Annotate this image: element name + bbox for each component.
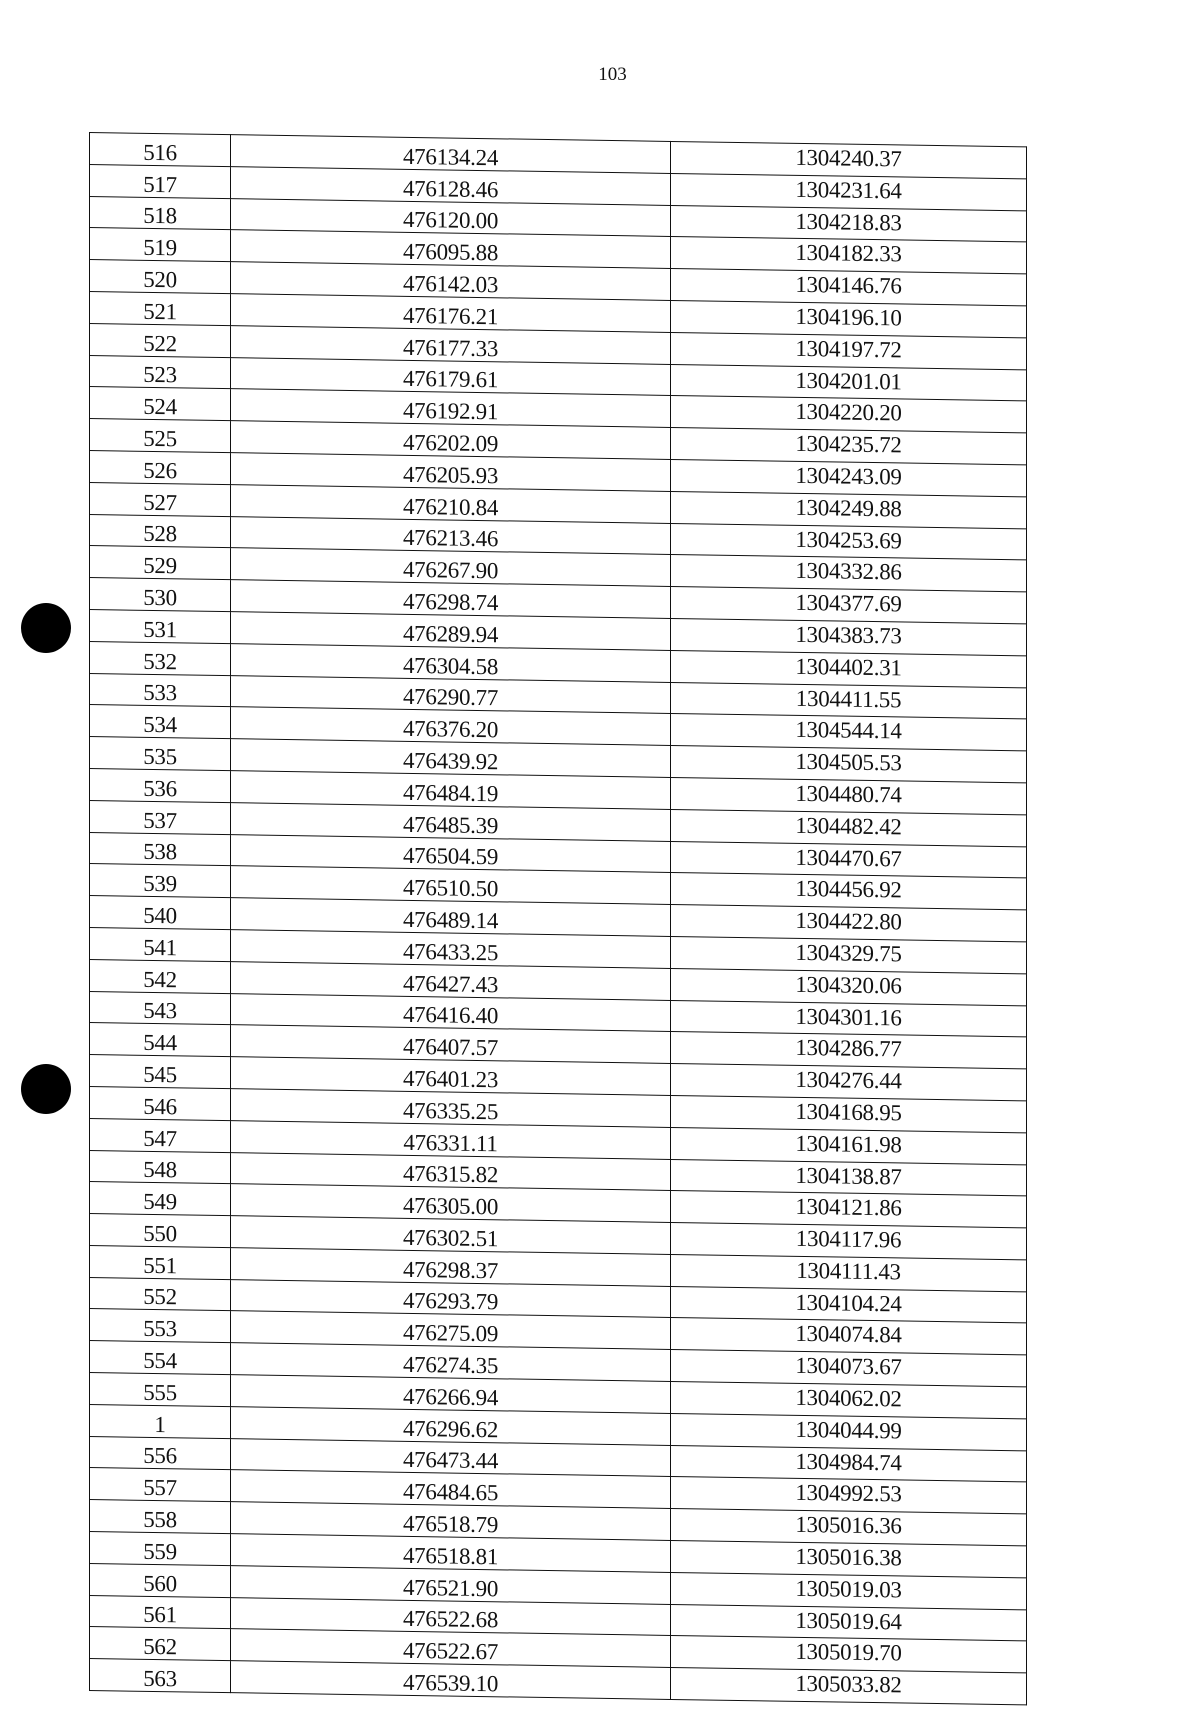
- cell-value: 1304422.80: [795, 907, 902, 935]
- cell-value: 545: [143, 1061, 177, 1088]
- cell-value: 476407.57: [402, 1033, 499, 1061]
- point-number-cell: [90, 196, 231, 230]
- cell-value: 476315.82: [402, 1161, 499, 1188]
- cell-value: 476176.21: [402, 302, 499, 330]
- point-number-cell: [90, 1468, 231, 1502]
- cell-value: 476539.10: [402, 1669, 499, 1697]
- cell-value: 524: [143, 394, 177, 420]
- cell-value: 563: [143, 1665, 177, 1692]
- cell-value: 532: [143, 648, 177, 674]
- cell-value: 518: [143, 203, 177, 229]
- point-number-cell: [90, 832, 231, 866]
- cell-value: 1304240.37: [795, 144, 902, 172]
- cell-value: 476205.93: [402, 461, 499, 489]
- cell-value: 558: [143, 1506, 177, 1533]
- cell-value: 1304276.44: [795, 1066, 902, 1094]
- point-number-cell: [90, 228, 231, 262]
- point-number-cell: [90, 482, 231, 516]
- cell-value: 1305016.36: [795, 1512, 902, 1539]
- point-number-cell: [90, 737, 231, 771]
- cell-value: 528: [143, 521, 177, 547]
- cell-value: 559: [143, 1538, 177, 1565]
- point-number-cell: [90, 927, 231, 961]
- point-number-cell: [90, 705, 231, 739]
- cell-value: 476202.09: [402, 429, 499, 457]
- cell-value: 476521.90: [402, 1574, 499, 1601]
- cell-value: 562: [143, 1634, 177, 1660]
- cell-value: 522: [143, 330, 177, 356]
- cell-value: 1304201.01: [795, 367, 902, 395]
- cell-value: 556: [143, 1443, 177, 1469]
- point-number-cell: [90, 1627, 231, 1661]
- cell-value: 537: [143, 807, 177, 833]
- cell-value: 547: [143, 1125, 177, 1151]
- cell-value: 476134.24: [402, 143, 499, 171]
- cell-value: 476289.94: [402, 620, 499, 648]
- cell-value: 476298.74: [402, 588, 499, 616]
- point-number-cell: [90, 323, 231, 357]
- cell-value: 476274.35: [402, 1351, 499, 1379]
- cell-value: 555: [143, 1379, 177, 1406]
- cell-value: 1305019.70: [795, 1639, 902, 1666]
- point-number-cell: [90, 164, 231, 198]
- point-number-cell: [90, 1150, 231, 1184]
- point-number-cell: [90, 419, 231, 453]
- cell-value: 1304111.43: [796, 1257, 901, 1285]
- cell-value: 1304197.72: [795, 335, 902, 363]
- cell-value: 1304138.87: [795, 1162, 902, 1189]
- cell-value: 1304383.73: [795, 621, 902, 649]
- cell-value: 1305019.64: [795, 1607, 902, 1635]
- cell-value: 1304073.67: [795, 1353, 902, 1380]
- cell-value: 1304074.84: [795, 1321, 902, 1348]
- cell-value: 476433.25: [402, 938, 499, 966]
- cell-value: 533: [143, 680, 177, 706]
- cell-value: 1304286.77: [795, 1035, 902, 1062]
- cell-value: 1305016.38: [795, 1543, 902, 1571]
- point-number-cell: [90, 609, 231, 643]
- cell-value: 521: [143, 298, 177, 325]
- point-number-cell: [90, 1404, 231, 1438]
- cell-value: 1304301.16: [795, 1003, 902, 1030]
- cell-value: 1: [154, 1411, 166, 1437]
- cell-value: 1304470.67: [795, 844, 902, 872]
- cell-value: 1304243.09: [795, 462, 902, 490]
- cell-value: 476401.23: [402, 1065, 499, 1093]
- point-number-cell: [90, 864, 231, 898]
- punch-hole-decoration: [21, 603, 71, 653]
- cell-value: 476335.25: [402, 1097, 499, 1124]
- cell-value: 476331.11: [403, 1129, 498, 1156]
- cell-value: 1304218.83: [795, 208, 902, 236]
- cell-value: 476522.68: [402, 1606, 499, 1633]
- cell-value: 541: [143, 934, 177, 961]
- cell-value: 546: [143, 1093, 177, 1120]
- cell-value: 476210.84: [402, 493, 499, 520]
- cell-value: 476298.37: [402, 1256, 499, 1283]
- cell-value: 530: [143, 584, 177, 611]
- cell-value: 516: [143, 139, 177, 166]
- cell-value: 1304117.96: [795, 1225, 902, 1253]
- cell-value: 1304161.98: [795, 1130, 902, 1158]
- cell-value: 476296.62: [402, 1415, 499, 1442]
- cell-value: 476439.92: [402, 747, 499, 775]
- point-number-cell: [90, 1245, 231, 1279]
- cell-value: 1304231.64: [795, 176, 902, 204]
- cell-value: 476266.94: [402, 1383, 499, 1411]
- cell-value: 517: [143, 171, 177, 197]
- cell-value: 476489.14: [402, 906, 499, 934]
- cell-value: 1304121.86: [795, 1194, 902, 1221]
- point-number-cell: [90, 1023, 231, 1057]
- cell-value: 1304456.92: [795, 876, 902, 903]
- point-number-cell: [90, 673, 231, 707]
- cell-value: 476305.00: [402, 1192, 499, 1220]
- page-number: 103: [598, 64, 627, 85]
- point-number-cell: [90, 450, 231, 484]
- cell-value: 554: [143, 1347, 177, 1374]
- cell-value: 560: [143, 1570, 177, 1597]
- cell-value: 476376.20: [402, 715, 499, 743]
- point-number-cell: [90, 1277, 231, 1311]
- cell-value: 476518.79: [402, 1510, 499, 1538]
- cell-value: 476095.88: [402, 239, 499, 266]
- cell-value: 1304505.53: [795, 748, 902, 776]
- y-coordinate-cell: [671, 1668, 1027, 1705]
- cell-value: 476416.40: [402, 1002, 499, 1029]
- point-number-cell: [90, 959, 231, 993]
- point-number-cell: [90, 1118, 231, 1152]
- cell-value: 476518.81: [402, 1542, 499, 1570]
- cell-value: 561: [143, 1602, 177, 1628]
- cell-value: 1304992.53: [795, 1480, 902, 1507]
- cell-value: 476275.09: [402, 1320, 499, 1347]
- punch-hole-decoration: [21, 1064, 71, 1114]
- cell-value: 1304480.74: [795, 780, 902, 808]
- point-number-cell: [90, 291, 231, 325]
- cell-value: 476510.50: [402, 874, 499, 902]
- cell-value: 1304168.95: [795, 1098, 902, 1126]
- point-number-cell: [90, 991, 231, 1025]
- point-number-cell: [90, 800, 231, 834]
- point-number-cell: [90, 578, 231, 612]
- cell-value: 527: [143, 489, 177, 515]
- cell-value: 1304146.76: [795, 272, 902, 299]
- coordinates-table-body: [90, 133, 1027, 1705]
- cell-value: 552: [143, 1284, 177, 1310]
- cell-value: 1304329.75: [795, 939, 902, 967]
- point-number-cell: [90, 1659, 231, 1693]
- cell-value: 476128.46: [402, 175, 499, 202]
- cell-value: 1304377.69: [795, 590, 902, 617]
- cell-value: 548: [143, 1157, 177, 1183]
- point-number-cell: [90, 1500, 231, 1534]
- cell-value: 534: [143, 711, 177, 738]
- point-number-cell: [90, 1182, 231, 1216]
- cell-value: 550: [143, 1220, 177, 1247]
- point-number-cell: [90, 387, 231, 421]
- cell-value: 529: [143, 552, 177, 579]
- cell-value: 476267.90: [402, 556, 499, 584]
- point-number-cell: [90, 1563, 231, 1597]
- cell-value: 476293.79: [402, 1288, 499, 1315]
- point-number-cell: [90, 1532, 231, 1566]
- cell-value: 476120.00: [402, 207, 499, 234]
- cell-value: 553: [143, 1316, 177, 1342]
- point-number-cell: [90, 1341, 231, 1375]
- cell-value: 1304402.31: [795, 653, 902, 681]
- cell-value: 1304320.06: [795, 971, 902, 999]
- cell-value: 542: [143, 966, 177, 992]
- cell-value: 1304544.14: [795, 717, 902, 744]
- cell-value: 476484.65: [402, 1479, 499, 1506]
- coordinates-table: [89, 132, 1027, 1705]
- cell-value: 1304253.69: [795, 526, 902, 554]
- cell-value: 519: [143, 235, 177, 261]
- cell-value: 476522.67: [402, 1638, 499, 1665]
- cell-value: 476484.19: [402, 779, 499, 807]
- cell-value: 536: [143, 775, 177, 802]
- cell-value: 538: [143, 839, 177, 865]
- cell-value: 476192.91: [402, 397, 499, 425]
- cell-value: 526: [143, 457, 177, 484]
- cell-value: 540: [143, 902, 177, 929]
- cell-value: 1304249.88: [795, 494, 902, 522]
- cell-value: 525: [143, 425, 177, 452]
- cell-value: 476177.33: [402, 334, 499, 361]
- cell-value: 476485.39: [402, 811, 499, 838]
- point-number-cell: [90, 546, 231, 580]
- point-number-cell: [90, 641, 231, 675]
- point-number-cell: [90, 1436, 231, 1470]
- cell-value: 535: [143, 743, 177, 770]
- point-number-cell: [90, 1309, 231, 1343]
- cell-value: 557: [143, 1475, 177, 1501]
- point-number-cell: [90, 514, 231, 548]
- cell-value: 476179.61: [402, 366, 499, 393]
- point-number-cell: [90, 1055, 231, 1089]
- cell-value: 539: [143, 870, 177, 897]
- point-number-cell: [90, 1373, 231, 1407]
- cell-value: 544: [143, 1029, 177, 1056]
- cell-value: 1304044.99: [795, 1416, 902, 1444]
- point-number-cell: [90, 768, 231, 802]
- cell-value: 1304104.24: [795, 1289, 902, 1317]
- cell-value: 551: [143, 1252, 177, 1279]
- point-number-cell: [90, 1086, 231, 1120]
- cell-value: 520: [143, 266, 177, 293]
- cell-value: 476427.43: [402, 970, 499, 997]
- cell-value: 476504.59: [402, 843, 499, 870]
- cell-value: 476304.58: [402, 652, 499, 679]
- point-number-cell: [90, 1595, 231, 1629]
- cell-value: 1304984.74: [795, 1448, 902, 1476]
- cell-value: 1305019.03: [795, 1575, 902, 1603]
- point-number-cell: [90, 896, 231, 930]
- point-number-cell: [90, 1214, 231, 1248]
- cell-value: 543: [143, 998, 177, 1024]
- cell-value: 476142.03: [402, 270, 499, 298]
- cell-value: 523: [143, 362, 177, 388]
- cell-value: 1304196.10: [795, 303, 902, 331]
- cell-value: 476290.77: [402, 684, 499, 711]
- point-number-cell: [90, 355, 231, 389]
- cell-value: 1304235.72: [795, 431, 902, 458]
- cell-value: 1304062.02: [795, 1384, 902, 1412]
- cell-value: 1305033.82: [795, 1671, 902, 1698]
- cell-value: 476213.46: [402, 525, 499, 552]
- cell-value: 1304482.42: [795, 812, 902, 840]
- point-number-cell: [90, 260, 231, 294]
- cell-value: 1304220.20: [795, 399, 902, 426]
- cell-value: 1304411.55: [795, 685, 902, 713]
- cell-value: 549: [143, 1188, 177, 1215]
- x-coordinate-cell: [231, 1661, 671, 1700]
- cell-value: 531: [143, 616, 177, 643]
- cell-value: 476302.51: [402, 1224, 499, 1252]
- cell-value: 476473.44: [402, 1447, 499, 1474]
- cell-value: 1304332.86: [795, 558, 902, 585]
- point-number-cell: [90, 133, 231, 167]
- cell-value: 1304182.33: [795, 240, 902, 267]
